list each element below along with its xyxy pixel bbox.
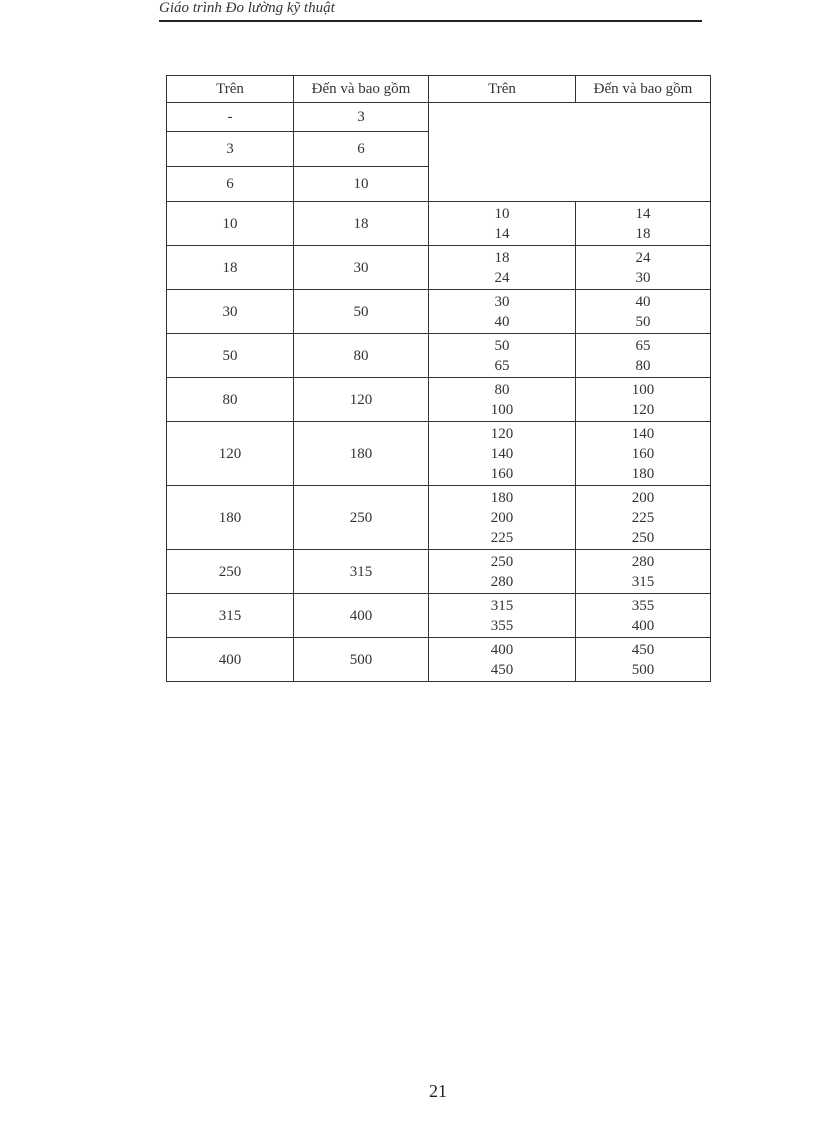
table-row <box>167 594 711 638</box>
sub-range-value: 160 <box>631 445 655 462</box>
table-row <box>167 246 711 290</box>
sub-range-value: 24 <box>494 269 510 286</box>
sub-range-value: 450 <box>631 641 655 658</box>
cell-above: 18 <box>167 246 294 290</box>
sub-range-value: 14 <box>494 225 510 242</box>
cell-above: 6 <box>167 167 294 202</box>
sub-range-value: 400 <box>631 617 655 634</box>
table-body <box>167 103 711 682</box>
sub-range-value: 14 <box>635 205 651 222</box>
sub-range-value: 30 <box>635 269 651 286</box>
cell-sub-above <box>429 378 576 422</box>
sub-range-value: 355 <box>631 597 655 614</box>
cell-sub-above <box>429 202 576 246</box>
cell-above: 120 <box>167 422 294 486</box>
cell-up-to: 50 <box>294 290 429 334</box>
sub-range-value: 315 <box>490 597 514 614</box>
sub-range-value: 140 <box>490 445 514 462</box>
sub-range-value: 200 <box>490 509 514 526</box>
cell-above: 80 <box>167 378 294 422</box>
sub-range-list <box>576 424 710 484</box>
table-row <box>167 486 711 550</box>
cell-sub-up-to <box>576 550 711 594</box>
sub-range-list <box>429 204 575 244</box>
cell-sub-above <box>429 594 576 638</box>
table-row <box>167 290 711 334</box>
blank-merged-cell <box>429 103 711 202</box>
table-row <box>167 638 711 682</box>
sub-range-value: 80 <box>635 357 651 374</box>
sub-range-value: 120 <box>631 401 655 418</box>
cell-up-to: 18 <box>294 202 429 246</box>
size-range-table <box>166 75 711 682</box>
sub-range-list <box>576 640 710 680</box>
cell-up-to: 120 <box>294 378 429 422</box>
page-number: 21 <box>429 1081 447 1101</box>
sub-range-value: 280 <box>631 553 655 570</box>
cell-sub-above <box>429 422 576 486</box>
sub-range-list <box>429 596 575 636</box>
cell-up-to: 10 <box>294 167 429 202</box>
sub-range-list <box>429 424 575 484</box>
sub-range-value: 50 <box>635 313 651 330</box>
sub-range-value: 30 <box>494 293 510 310</box>
cell-above: - <box>167 103 294 132</box>
sub-range-list <box>429 248 575 288</box>
cell-above: 180 <box>167 486 294 550</box>
cell-above: 50 <box>167 334 294 378</box>
sub-range-value: 120 <box>490 425 514 442</box>
cell-sub-above <box>429 486 576 550</box>
cell-sub-up-to <box>576 378 711 422</box>
table-header-row <box>167 76 711 103</box>
sub-range-value: 40 <box>635 293 651 310</box>
sub-range-list <box>576 204 710 244</box>
sub-range-list <box>576 380 710 420</box>
sub-range-value: 10 <box>494 205 510 222</box>
sub-range-value: 18 <box>494 249 510 266</box>
sub-range-value: 250 <box>631 529 655 546</box>
table-row <box>167 202 711 246</box>
cell-sub-above <box>429 246 576 290</box>
table-row <box>167 334 711 378</box>
cell-above: 250 <box>167 550 294 594</box>
cell-up-to: 500 <box>294 638 429 682</box>
cell-sub-up-to <box>576 594 711 638</box>
cell-above: 400 <box>167 638 294 682</box>
sub-range-value: 200 <box>631 489 655 506</box>
sub-range-value: 140 <box>631 425 655 442</box>
cell-up-to: 30 <box>294 246 429 290</box>
sub-range-value: 450 <box>490 661 514 678</box>
sub-range-list <box>429 292 575 332</box>
sub-range-list <box>576 336 710 376</box>
sub-range-list <box>576 292 710 332</box>
sub-range-value: 355 <box>490 617 514 634</box>
sub-range-value: 160 <box>490 465 514 482</box>
sub-range-value: 40 <box>494 313 510 330</box>
cell-up-to: 315 <box>294 550 429 594</box>
sub-range-list <box>576 248 710 288</box>
sub-range-list <box>576 596 710 636</box>
cell-above: 10 <box>167 202 294 246</box>
cell-sub-above <box>429 638 576 682</box>
cell-sub-above <box>429 290 576 334</box>
cell-sub-up-to <box>576 202 711 246</box>
header-sub-up-to: Đến và bao gồm <box>576 76 711 103</box>
table-row <box>167 103 711 132</box>
cell-sub-above <box>429 550 576 594</box>
sub-range-list <box>429 552 575 592</box>
sub-range-value: 400 <box>490 641 514 658</box>
cell-above: 30 <box>167 290 294 334</box>
sub-range-value: 225 <box>490 529 514 546</box>
sub-range-list <box>576 488 710 548</box>
table-row <box>167 378 711 422</box>
cell-sub-up-to <box>576 422 711 486</box>
sub-range-value: 250 <box>490 553 514 570</box>
cell-sub-up-to <box>576 246 711 290</box>
cell-sub-above <box>429 334 576 378</box>
sub-range-value: 225 <box>631 509 655 526</box>
cell-up-to: 3 <box>294 103 429 132</box>
cell-up-to: 6 <box>294 132 429 167</box>
cell-up-to: 250 <box>294 486 429 550</box>
sub-range-value: 180 <box>490 489 514 506</box>
sub-range-value: 80 <box>494 381 510 398</box>
sub-range-value: 500 <box>631 661 655 678</box>
cell-above: 315 <box>167 594 294 638</box>
sub-range-value: 65 <box>635 337 651 354</box>
sub-range-list <box>429 640 575 680</box>
header-sub-above: Trên <box>429 76 576 103</box>
sub-range-value: 315 <box>631 573 655 590</box>
table-row <box>167 550 711 594</box>
cell-up-to: 400 <box>294 594 429 638</box>
table-row <box>167 422 711 486</box>
cell-sub-up-to <box>576 290 711 334</box>
sub-range-value: 65 <box>494 357 510 374</box>
sub-range-list <box>576 552 710 592</box>
sub-range-value: 18 <box>635 225 651 242</box>
sub-range-list <box>429 380 575 420</box>
sub-range-list <box>429 336 575 376</box>
cell-up-to: 80 <box>294 334 429 378</box>
cell-sub-up-to <box>576 334 711 378</box>
sub-range-value: 280 <box>490 573 514 590</box>
sub-range-value: 100 <box>490 401 514 418</box>
sub-range-value: 50 <box>494 337 510 354</box>
sub-range-value: 24 <box>635 249 651 266</box>
running-header <box>159 0 702 22</box>
book-title: Giáo trình Đo lường kỹ thuật <box>159 0 335 16</box>
cell-above: 3 <box>167 132 294 167</box>
cell-sub-up-to <box>576 638 711 682</box>
sub-range-value: 180 <box>631 465 655 482</box>
sub-range-value: 100 <box>631 381 655 398</box>
cell-up-to: 180 <box>294 422 429 486</box>
header-up-to: Đến và bao gồm <box>294 76 429 103</box>
header-above: Trên <box>167 76 294 103</box>
cell-sub-up-to <box>576 486 711 550</box>
sub-range-list <box>429 488 575 548</box>
